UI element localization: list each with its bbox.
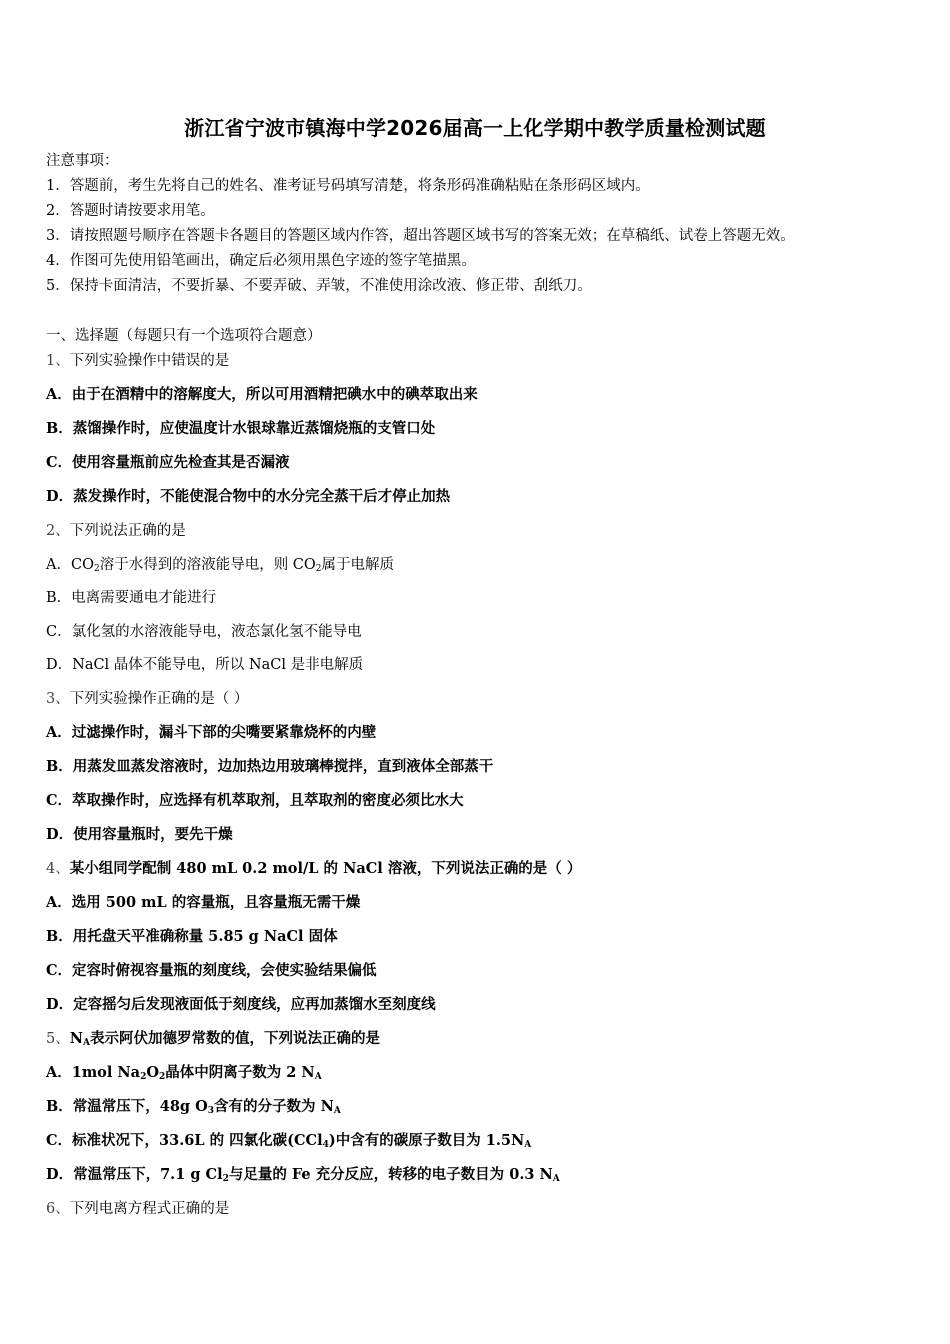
subscript: 2 xyxy=(158,1072,166,1082)
text-part: A．1mol Na xyxy=(46,1064,141,1081)
text-part: D．常温常压下，7.1 g Cl xyxy=(46,1166,223,1183)
q5-option-c xyxy=(46,1131,531,1151)
page-title: 浙江省宁波市镇海中学2026届高一上化学期中教学质量检测试题 xyxy=(184,116,766,140)
text-part: 溶于水得到的溶液能导电，则 CO xyxy=(99,557,316,573)
subscript: 2 xyxy=(315,564,322,574)
q3-option-d: D．使用容量瓶时，要先干燥 xyxy=(46,826,233,843)
text-part: B．常温常压下，48g O xyxy=(46,1098,208,1115)
q4-option-a: A．选用 500 mL 的容量瓶，且容量瓶无需干燥 xyxy=(46,894,361,911)
q5-option-b xyxy=(46,1097,341,1117)
text-part: N xyxy=(69,1030,83,1047)
q5-option-d xyxy=(46,1165,560,1185)
subscript: A xyxy=(83,1038,90,1048)
question-text: 下列说法正确的是 xyxy=(69,523,186,539)
question-number: 1、 xyxy=(46,353,70,369)
question-text: 表示阿伏加德罗常数的值，下列说法正确的是 xyxy=(89,1030,380,1047)
subscript: 2 xyxy=(222,1174,229,1184)
q2-option-c: C．氯化氢的水溶液能导电，液态氯化氢不能导电 xyxy=(46,624,362,640)
question-number: 5、 xyxy=(46,1031,70,1047)
q1-option-a: A．由于在酒精中的溶解度大，所以可用酒精把碘水中的碘萃取出来 xyxy=(46,386,478,403)
q3-option-b: B．用蒸发皿蒸发溶液时，边加热边用玻璃棒搅拌，直到液体全部蒸干 xyxy=(46,758,494,775)
subscript: 2 xyxy=(93,564,100,574)
question-3-stem xyxy=(46,689,248,709)
text-part: A．CO xyxy=(46,557,94,573)
subscript: 2 xyxy=(140,1072,147,1082)
q1-option-d: D．蒸发操作时，不能使混合物中的水分完全蒸干后才停止加热 xyxy=(46,488,451,505)
subscript: A xyxy=(524,1140,532,1150)
question-6-stem xyxy=(46,1199,229,1219)
q1-option-c: C．使用容量瓶前应先检查其是否漏液 xyxy=(46,454,290,471)
notice-heading: 注意事项： xyxy=(46,153,119,169)
section-heading: 一、选择题（每题只有一个选项符合题意） xyxy=(46,328,322,344)
question-text: 下列实验操作正确的是（ ） xyxy=(69,691,249,707)
q3-option-c: C．萃取操作时，应选择有机萃取剂，且萃取剂的密度必须比水大 xyxy=(46,792,464,809)
notice-item-1: 1．答题前，考生先将自己的姓名、准考证号码填写清楚，将条形码准确粘贴在条形码区域内。 xyxy=(46,178,650,194)
subscript: 4 xyxy=(322,1140,329,1150)
question-text: 下列实验操作中错误的是 xyxy=(69,353,230,369)
question-number: 3、 xyxy=(46,691,70,707)
notice-item-3: 3．请按照题号顺序在答题卡各题目的答题区域内作答，超出答题区域书写的答案无效；在草稿纸、试卷上答题无效。 xyxy=(46,228,795,244)
q4-option-d: D．定容摇匀后发现液面低于刻度线，应再加蒸馏水至刻度线 xyxy=(46,996,436,1013)
question-text: 某小组同学配制 480 mL 0.2 mol/L 的 NaCl 溶液，下列说法正确的是（ ） xyxy=(69,860,582,877)
question-number: 2、 xyxy=(46,523,70,539)
question-text: 下列电离方程式正确的是 xyxy=(69,1201,230,1217)
subscript: 3 xyxy=(207,1106,215,1116)
q2-option-b: B．电离需要通电才能进行 xyxy=(46,590,217,606)
q4-option-b: B．用托盘天平准确称量 5.85 g NaCl 固体 xyxy=(46,928,338,945)
notice-item-5: 5．保持卡面清洁，不要折暴、不要弄破、弄皱，不准使用涂改液、修正带、刮纸刀。 xyxy=(46,278,592,294)
text-part: 与足量的 Fe 充分反应，转移的电子数目为 0.3 N xyxy=(228,1166,553,1183)
text-part: O xyxy=(146,1064,159,1081)
q1-option-b: B．蒸馏操作时，应使温度计水银球靠近蒸馏烧瓶的支管口处 xyxy=(46,420,436,437)
q3-option-a: A．过滤操作时，漏斗下部的尖嘴要紧靠烧杯的内壁 xyxy=(46,724,377,741)
question-number: 4、 xyxy=(46,861,70,877)
notice-item-4: 4．作图可先使用铅笔画出，确定后必须用黑色字迹的签字笔描黑。 xyxy=(46,253,476,269)
text-part: 属于电解质 xyxy=(321,557,395,573)
text-part: 含有的分子数为 N xyxy=(214,1098,334,1115)
q5-option-a xyxy=(46,1063,322,1083)
question-4-stem xyxy=(46,859,581,879)
q2-option-d: D．NaCl 晶体不能导电，所以 NaCl 是非电解质 xyxy=(46,657,364,673)
subscript: A xyxy=(333,1106,341,1116)
subscript: A xyxy=(552,1174,560,1184)
question-1-stem xyxy=(46,351,229,371)
q2-option-a xyxy=(46,555,394,575)
q4-option-c: C．定容时俯视容量瓶的刻度线，会使实验结果偏低 xyxy=(46,962,377,979)
subscript: A xyxy=(314,1072,322,1082)
question-5-stem xyxy=(46,1029,380,1049)
question-number: 6、 xyxy=(46,1201,70,1217)
text-part: )中含有的碳原子数目为 1.5N xyxy=(328,1132,525,1149)
question-2-stem xyxy=(46,521,186,541)
notice-item-2: 2．答题时请按要求用笔。 xyxy=(46,203,215,219)
text-part: C．标准状况下，33.6L 的 四氯化碳(CCl xyxy=(46,1132,323,1149)
text-part: 晶体中阴离子数为 2 N xyxy=(165,1064,315,1081)
